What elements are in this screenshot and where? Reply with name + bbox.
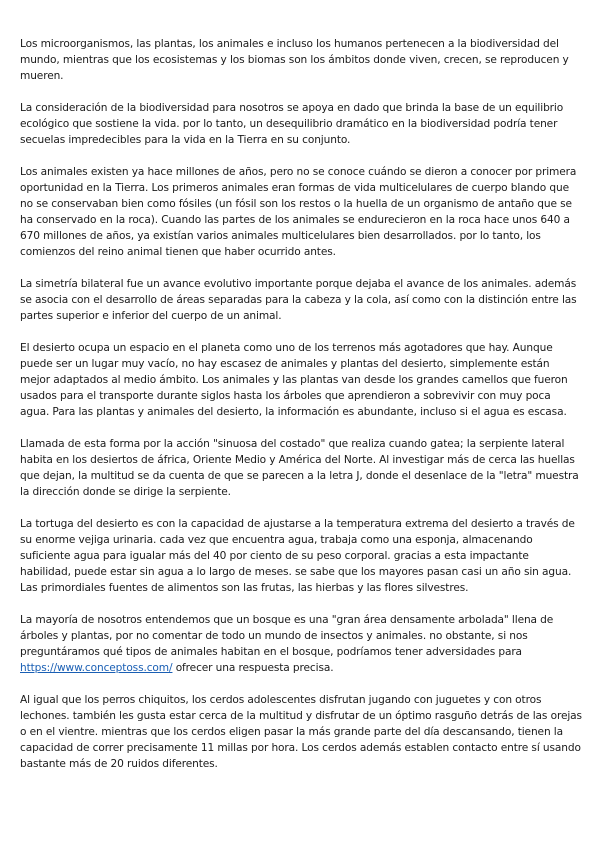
paragraph-biodiversity-importance: La consideración de la biodiversidad para nosotros se apoya en dado que brinda la base de un equilibrio ecológico que sostiene la vida. por lo tanto, un desequilibrio dramático en la biodiversidad podría tener secuelas impredecibles para la vida en la Tierra en su conjunto. <box>20 102 564 146</box>
paragraph-sidewinder: Llamada de esta forma por la acción "sinuosa del costado" que realiza cuando gatea; la serpiente lateral habita en los desiertos de áfrica, Oriente Medio y América del Norte. Al investigar más de cerca las huellas que dejan, la multitud se da cuenta de que se parecen a la letra J, donde el desenlace de la "letra" muestra la dirección donde se dirige la serpiente. <box>20 438 579 498</box>
paragraph-desert-tortoise: La tortuga del desierto es con la capacidad de ajustarse a la temperatura extrema del desierto a través de su enorme vejiga urinaria. cada vez que encuentra agua, trabaja como una esponja, almacenando suficiente agua para igualar más del 40 por ciento de su peso corporal. gracias a esta impactante habilidad, puede estar sin agua a lo largo de meses. se sabe que los mayores pasan casi un año sin agua. Las primordiales fuentes de alimentos son las frutas, las hierbas y las flores silvestres. <box>20 518 575 594</box>
paragraph-forest-text-before: La mayoría de nosotros entendemos que un bosque es una "gran área densamente arbolada" llena de árboles y plantas, por no comentar de todo un mundo de insectos y animales. no obstante, si nos preguntáramos qué tipos de animales habitan en el bosque, podríamos tener adversidades para <box>20 614 554 658</box>
paragraph-desert: El desierto ocupa un espacio en el planeta como uno de los terrenos más agotadores que hay. Aunque puede ser un lugar muy vacío, no hay escasez de animales y plantas del desierto, simplemente están mejor adaptados al medio ámbito. Los animales y las plantas van desde los grandes camellos que fueron usados para el transporte durante siglos hasta los árboles que aprendieron a sobrevivir con muy poca agua. Para las plantas y animales del desierto, la información es abundante, incluso si el agua es escasa. <box>20 342 568 418</box>
paragraph-animal-origins: Los animales existen ya hace millones de años, pero no se conoce cuándo se dieron a conocer por primera oportunidad en la Tierra. Los primeros animales eran formas de vida multicelulares de cuerpo blando que no se conservaban bien como fósiles (un fósil son los restos o la huella de un organismo de antaño que se ha conservado en la roca). Cuando las partes de los animales se endurecieron en la roca hace unos 640 a 670 millones de años, ya existían varios animales multicelulares bien desarrollados. por lo tanto, los comienzos del reino animal tienen que haber ocurrido antes. <box>20 166 577 258</box>
document-body <box>20 36 582 788</box>
paragraph-forest-text-after: ofrecer una respuesta precisa. <box>172 662 334 674</box>
conceptoss-link[interactable]: https://www.conceptoss.com/ <box>20 662 173 674</box>
paragraph-bilateral-symmetry: La simetría bilateral fue un avance evolutivo importante porque dejaba el avance de los animales. además se asocia con el desarrollo de áreas separadas para la cabeza y la cola, así como con la distinción entre las partes superior e inferior del cuerpo de un animal. <box>20 278 577 322</box>
paragraph-forest <box>20 612 582 676</box>
paragraph-biodiversity-intro: Los microorganismos, las plantas, los animales e incluso los humanos pertenecen a la biodiversidad del mundo, mientras que los ecosistemas y los biomas son los ámbitos donde viven, crecen, se reproducen y mueren. <box>20 38 569 82</box>
paragraph-pigs: Al igual que los perros chiquitos, los cerdos adolescentes disfrutan jugando con juguetes y con otros lechones. también les gusta estar cerca de la multitud y disfrutar de un óptimo rasguño detrás de las orejas o en el vientre. mientras que los cerdos eligen pasar la más grande parte del día descansando, tienen la capacidad de correr precisamente 11 millas por hora. Los cerdos además establen contacto entre sí usando bastante más de 20 ruidos diferentes. <box>20 694 582 770</box>
